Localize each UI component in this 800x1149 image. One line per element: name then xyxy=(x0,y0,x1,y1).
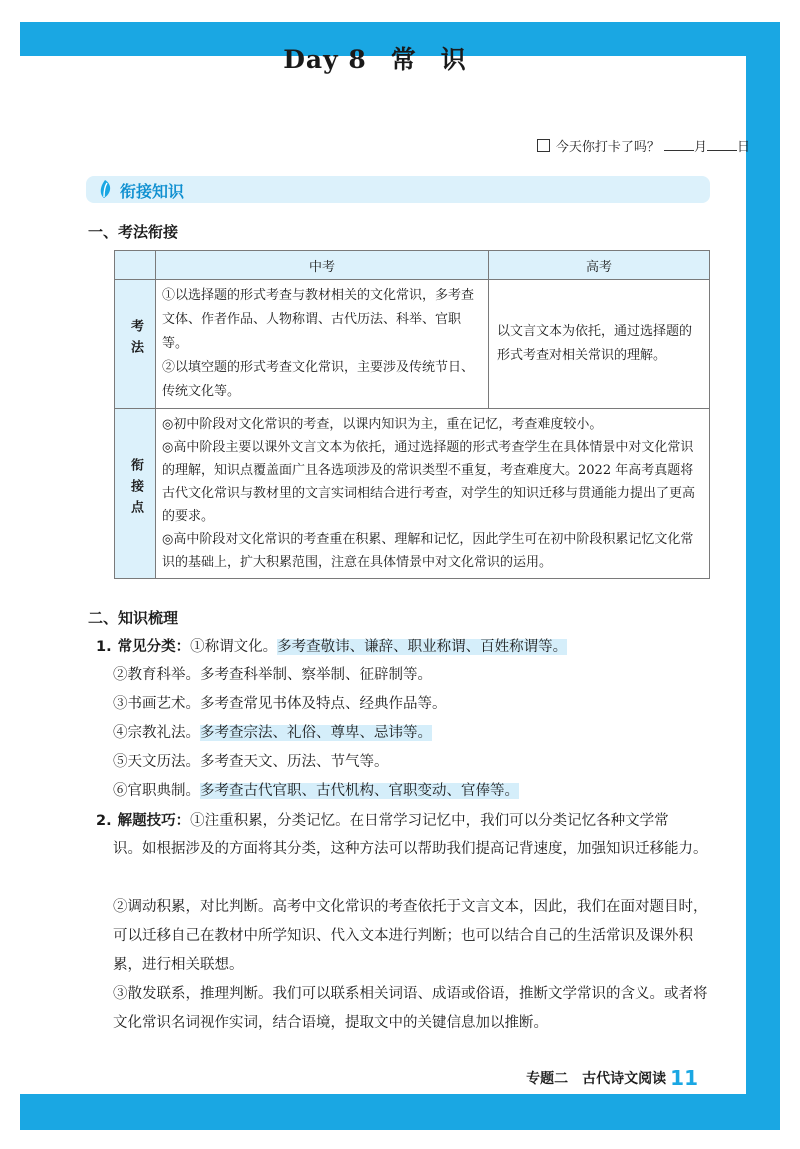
list-item: ⑤天文历法。多考查天文、历法、节气等。 xyxy=(113,754,389,770)
row-label-kaofa: 考法 xyxy=(115,280,156,409)
list-item: ③书画艺术。多考查常见书体及特点、经典作品等。 xyxy=(113,696,447,712)
header-zhongkao: 中考 xyxy=(156,251,489,280)
row-label-xianjie: 衔接点 xyxy=(115,409,156,579)
page-number: 11 xyxy=(670,1066,698,1090)
list-item: ⑥官职典制。多考查古代官职、古代机构、官职变动、官俸等。 xyxy=(113,783,519,799)
footer-topic: 专题二 古代诗文阅读 xyxy=(526,1071,667,1087)
day-blank[interactable] xyxy=(707,140,737,151)
checkin-question: 今天你打卡了吗？ xyxy=(555,140,660,155)
list-item: 1. 常见分类：①称谓文化。多考查敬讳、谦辞、职业称谓、百姓称谓等。 xyxy=(96,638,568,655)
paragraph: 识。如根据涉及的方面将其分类，这种方法可以帮助我们提高记背速度，加强知识迁移能力。 xyxy=(113,841,708,857)
checkin-line: 今天你打卡了吗？ 月 日 xyxy=(537,136,750,155)
list-item: ④宗教礼法。多考查宗法、礼俗、尊卑、忌讳等。 xyxy=(113,725,432,741)
cell-kaofa-zhongkao: ①以选择题的形式考查与教材相关的文化常识，多考查文体、作者作品、人物称谓、古代历法、科举、官职等。 ②以填空题的形式考查文化常识，主要涉及传统节日、传统文化等。 xyxy=(156,280,489,409)
bottom-color-band xyxy=(20,1094,780,1130)
paragraph: ②调动积累，对比判断。高考中文化常识的考查依托于文言文本，因此，我们在面对题目时，可以迁移自己在教材中所学知识、代入文本进行判断；也可以结合自己的生活常识及课外积累，进行相关联想。 xyxy=(113,899,708,973)
cell-xianjie: ◎初中阶段对文化常识的考查，以课内知识为主，重在记忆，考查难度较小。 ◎高中阶段主要以课外文言文本为依托，通过选择题的形式考查学生在具体情景中对文化常识的理解，知识点覆盖面广且各选项涉及的常识类型不重复，考查难度大。2022 年高考真题将古代文化常识与教材里的文言实词相结合进行考查，对学生的知识迁移与贯通能力提出了更高的要求。 ◎高中阶段对文化常识的考查重在积累、理解和记忆，因此学生可在初中阶段积累记忆文化常识的基础上，扩大积累范围，注意在具体情景中对文化常识的运用。 xyxy=(156,409,710,579)
table-corner xyxy=(115,251,156,280)
section-header xyxy=(86,176,710,203)
comparison-table xyxy=(114,250,710,579)
table-row-xianjie xyxy=(115,409,710,579)
list-item: 2. 解题技巧：①注重积累，分类记忆。在日常学习记忆中，我们可以分类记忆各种文学常 xyxy=(96,812,669,829)
cell-kaofa-gaokao: 以文言文本为依托，通过选择题的形式考查对相关常识的理解。 xyxy=(489,280,710,409)
leaf-icon xyxy=(94,178,116,200)
table-header-row xyxy=(115,251,710,280)
paragraph: ③散发联系，推理判断。我们可以联系相关词语、成语或俗语，推断文学常识的含义。或者将文化常识名词视作实词，结合语境，提取文中的关键信息加以推断。 xyxy=(113,986,708,1031)
list-item: ②教育科举。多考查科举制、察举制、征辟制等。 xyxy=(113,667,432,683)
section-label: 衔接知识 xyxy=(120,182,185,201)
header-gaokao: 高考 xyxy=(489,251,710,280)
month-blank[interactable] xyxy=(664,140,694,151)
page-footer xyxy=(526,1066,698,1090)
part2-heading: 二、知识梳理 xyxy=(88,609,179,627)
right-color-band xyxy=(746,22,780,1130)
table-row-kaofa xyxy=(115,280,710,409)
part1-heading: 一、考法衔接 xyxy=(88,223,179,241)
page-title: Day 8 常 识 xyxy=(283,45,467,74)
checkbox-icon[interactable] xyxy=(537,139,550,152)
